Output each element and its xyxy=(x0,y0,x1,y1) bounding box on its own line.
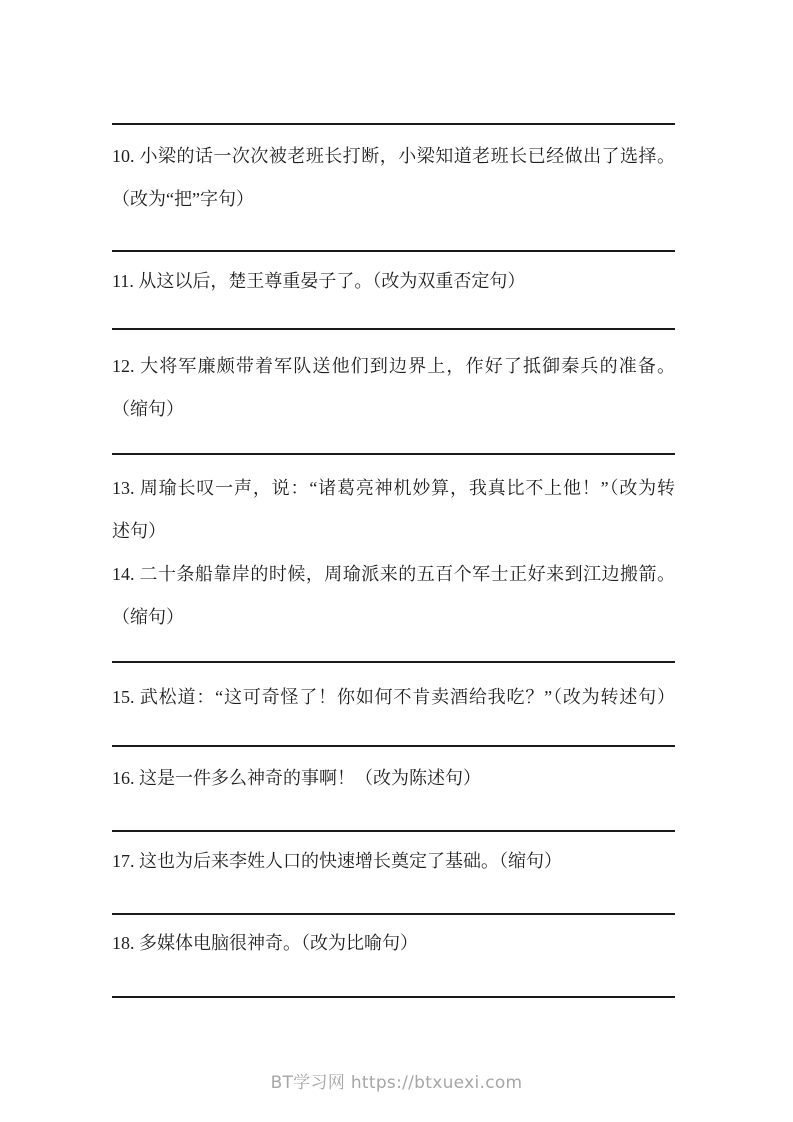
watermark: BT学习网 https://btxuexi.com xyxy=(270,1073,523,1093)
question-line: （改为“把”字句） xyxy=(112,189,254,209)
question-section-13-14 xyxy=(112,455,675,661)
question-line: 18. 多媒体电脑很神奇。（改为比喻句） xyxy=(112,933,418,953)
question-section-11 xyxy=(112,252,675,328)
question-line: （缩句） xyxy=(112,399,184,419)
question-section-10 xyxy=(112,125,675,250)
question-section-12 xyxy=(112,330,675,453)
question-line: 11. 从这以后，楚王尊重晏子了。（改为双重否定句） xyxy=(112,271,526,291)
question-line: 16. 这是一件多么神奇的事啊！（改为陈述句） xyxy=(112,768,481,788)
question-line: 14. 二十条船靠岸的时候，周瑜派来的五百个军士正好来到江边搬箭。 xyxy=(112,564,675,584)
question-section-17 xyxy=(112,832,675,913)
question-line: 17. 这也为后来李姓人口的快速增长奠定了基础。（缩句） xyxy=(112,851,562,871)
question-line: （缩句） xyxy=(112,607,184,627)
question-section-15 xyxy=(112,663,675,745)
horizontal-rule xyxy=(112,996,675,998)
page-footer xyxy=(0,1068,793,1093)
questions-area xyxy=(112,123,675,998)
question-line: 12. 大将军廉颇带着军队送他们到边界上，作好了抵御秦兵的准备。 xyxy=(112,356,675,376)
question-line: 述句） xyxy=(112,521,166,541)
question-line: 15. 武松道：“这可奇怪了！你如何不肯卖酒给我吃？”（改为转述句） xyxy=(112,687,675,707)
question-section-16 xyxy=(112,747,675,830)
question-section-18 xyxy=(112,915,675,996)
question-line: 10. 小梁的话一次次被老班长打断，小梁知道老班长已经做出了选择。 xyxy=(112,146,675,166)
question-line: 13. 周瑜长叹一声，说：“诸葛亮神机妙算，我真比不上他！”（改为转 xyxy=(112,478,675,498)
